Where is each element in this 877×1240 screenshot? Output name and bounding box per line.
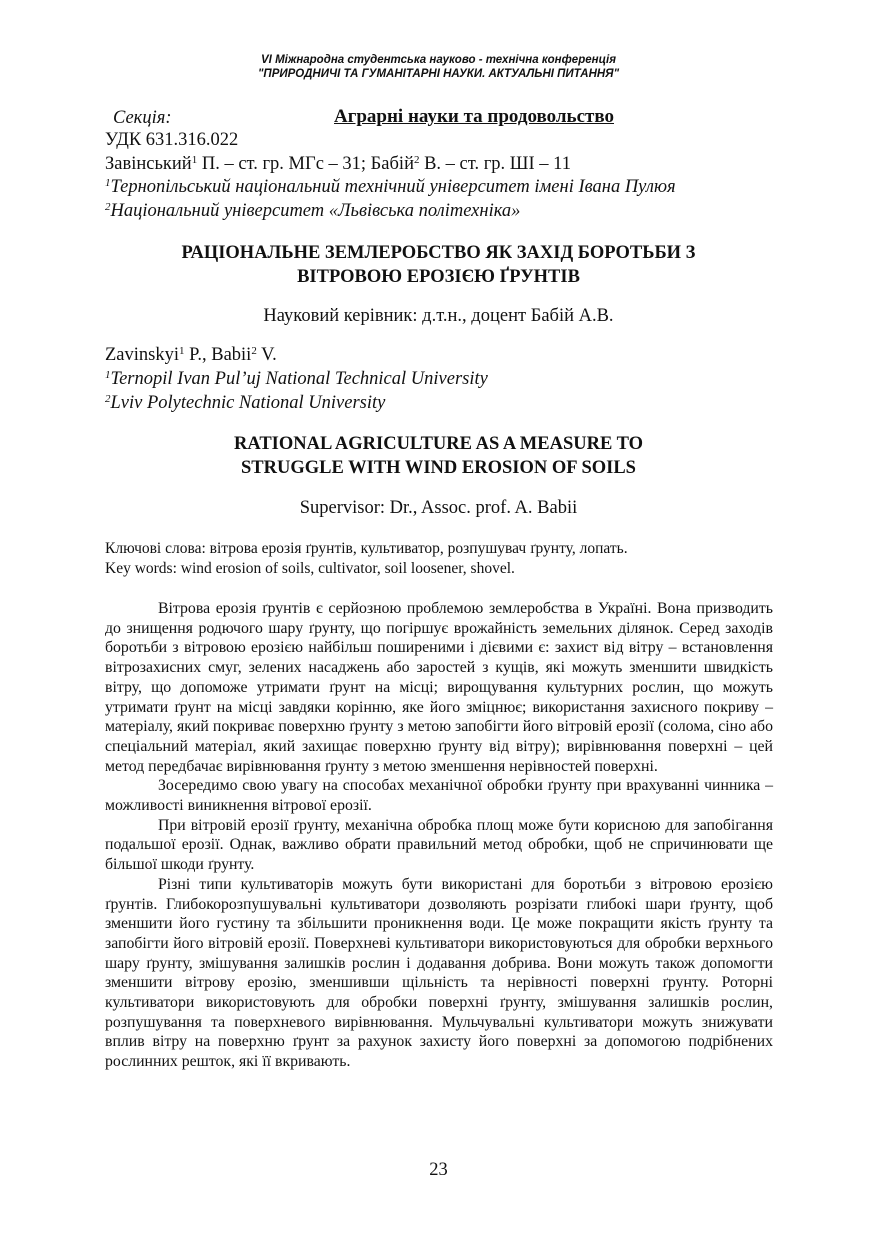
author-ua-1-name: Завінський — [105, 154, 192, 174]
title-ua-line-1: РАЦІОНАЛЬНЕ ЗЕМЛЕРОБСТВО ЯК ЗАХІД БОРОТЬБИ З — [181, 243, 696, 263]
supervisor-en: Supervisor: Dr., Assoc. prof. A. Babii — [299, 498, 578, 518]
author-ua-1-sup: 1 — [191, 154, 198, 166]
supervisor-ua: Науковий керівник: д.т.н., доцент Бабій А.В. — [263, 306, 614, 326]
affiliation-sup: 2 — [105, 201, 111, 213]
udc-code: УДК 631.316.022 — [105, 130, 239, 150]
author-ua-end: В. – ст. гр. ШІ – 11 — [419, 154, 571, 174]
paragraph: Різні типи культиваторів можуть бути використані для боротьби з вітровою ерозією ґрунтів. Глибокорозпушувальні культиватори дозволяють розрізати глибокі шари ґрунту, щоб зменшити його густину та збільшити проникнення води. Це може покращити якість ґрунту та запобігти його вітровій ерозії. Поверхневі культиватори використовуються для обробки верхнього шару ґрунту, змішування залишків рослин і додавання добрива. Вони можуть також допомогти зменшити вітрову ерозію, зменшивши щільність та нерівності поверхні ґрунту. Роторні культиватори використовують для обробки поверхні ґрунту, змішування залишків рослин, розпушування та поверхневого вирівнювання. Мульчувальні культиватори можуть знижувати вплив вітру на поверхню ґрунт за рахунок захисту його поверхні за допомогою подрібнених рослинних решток, які її вкривають. — [105, 875, 773, 1071]
affiliation-en-2 — [105, 392, 385, 414]
affiliation-sup: 2 — [105, 393, 111, 405]
title-ua-line-2: ВІТРОВОЮ ЕРОЗІЄЮ ҐРУНТІВ — [297, 267, 580, 287]
authors-en — [105, 344, 277, 366]
title-en-line-2: STRUGGLE WITH WIND EROSION OF SOILS — [241, 458, 636, 478]
author-en-2-sup: 2 — [251, 345, 257, 357]
author-ua-2-sup: 2 — [413, 154, 420, 166]
paragraph: При вітровій ерозії ґрунту, механічна обробка площ може бути корисною для запобігання подальшої ерозії. Однак, важливо обрати правильний метод обробки, щоб не спричинювати ще більшої шкоди ґрунту. — [105, 816, 773, 874]
section-label: Секція: — [113, 108, 172, 128]
keywords-en: Key words: wind erosion of soils, cultivator, soil loosener, shovel. — [105, 560, 515, 577]
affiliation-sup: 1 — [105, 369, 111, 381]
authors-ua — [105, 153, 571, 175]
author-en-mid: P., Babii — [184, 345, 252, 365]
author-en-1-name: Zavinskyi — [105, 345, 179, 365]
affiliation-ua-1 — [105, 176, 676, 198]
title-en-line-1: RATIONAL AGRICULTURE AS A MEASURE TO — [233, 434, 643, 454]
body-text — [105, 599, 773, 1072]
conference-name: VI Міжнародна студентська науково - технічна конференція — [261, 54, 616, 66]
conference-subtitle: "ПРИРОДНИЧІ ТА ГУМАНІТАРНІ НАУКИ. АКТУАЛЬНІ ПИТАННЯ" — [257, 68, 620, 80]
affiliation-text: Ternopil Ivan Pul’uj National Technical University — [110, 369, 488, 389]
affiliation-text: Lviv Polytechnic National University — [110, 393, 386, 413]
affiliation-sup: 1 — [105, 177, 111, 189]
paragraph: Зосередимо свою увагу на способах механічної обробки ґрунту при врахуванні чинника – можливості виникнення вітрової ерозії. — [105, 777, 773, 815]
affiliation-ua-2 — [105, 200, 520, 222]
affiliation-text: Тернопільський національний технічний університет імені Івана Пулюя — [110, 177, 676, 197]
author-en-end: V. — [256, 345, 277, 365]
affiliation-text: Національний університет «Львівська політехніка» — [110, 201, 521, 221]
page-number: 23 — [429, 1160, 448, 1180]
author-ua-mid: П. – ст. гр. МГс – 31; Бабій — [197, 154, 414, 174]
affiliation-en-1 — [105, 368, 488, 390]
section-value: Аграрні науки та продовольство — [334, 106, 614, 127]
paragraph: Вітрова ерозія ґрунтів є серйозною проблемою землеробства в Україні. Вона призводить до знищення родючого шару ґрунту, що погіршує врожайність земельних ділянок. Серед заходів боротьби з вітровою ерозією найбільш поширеними і дієвими є: захист від вітру – встановлення вітрозахисних смуг, зелених насаджень або заростей з кущів, які можуть зменшити швидкість вітру, що допоможе утримати ґрунт на місці; вирощування культурних рослин, що можуть утримати ґрунт на місці завдяки корінню, яке його зміцнює; використання захисного покриву – матеріалу, який покриває поверхню ґрунту з метою запобігти його вітровій ерозії (солома, сіно або спеціальний матеріал, який захищає поверхню ґрунту від вітру); вирівнювання поверхні – цей метод передбачає вирівнювання ґрунту з метою зменшення нерівностей поверхні. — [105, 600, 773, 775]
author-en-1-sup: 1 — [179, 345, 185, 357]
keywords-ua: Ключові слова: вітрова ерозія ґрунтів, культиватор, розпушувач ґрунту, лопать. — [105, 540, 628, 557]
